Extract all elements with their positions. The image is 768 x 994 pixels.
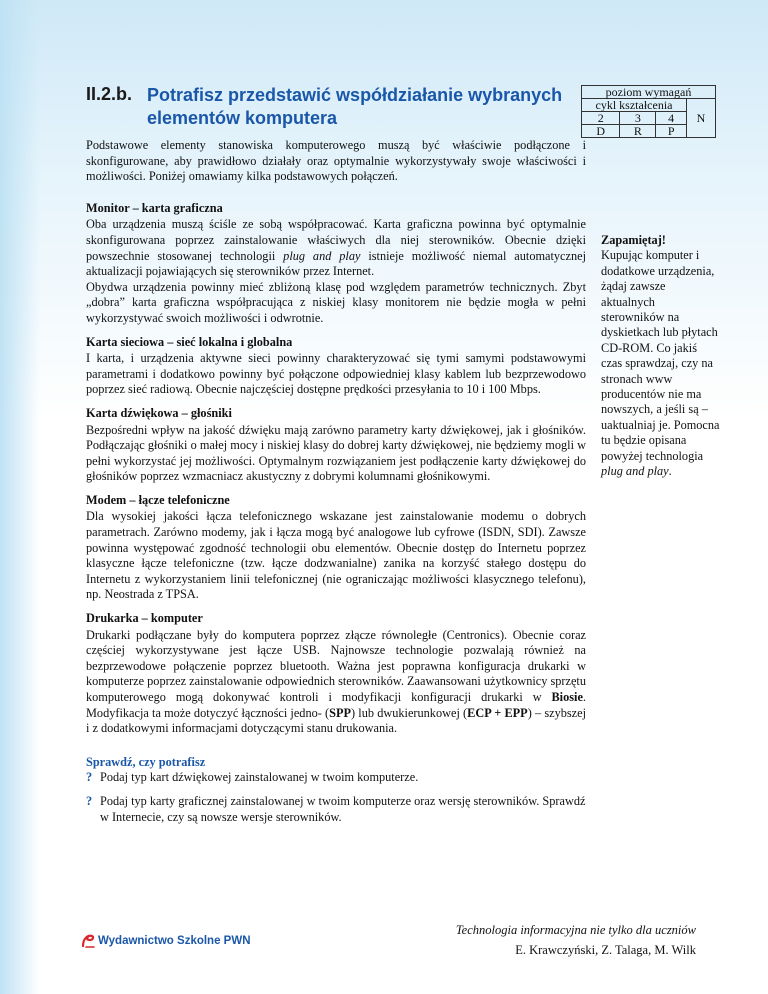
section-title: Potrafisz przedstawić współdziałanie wybranych elementów komputera xyxy=(147,85,563,128)
sound-paragraph: Bezpośredni wpływ na jakość dźwięku mają zarówno parametry karty dźwiękowej, jak i głośników. Podłączając głośniki o małej mocy i niskiej klasy do dobrej karty dźwiękowej, nie będziemy mogli w pełni wykorzystać jej możliwości. Optymalnym rozwiązaniem jest podłączenie karty dźwiękowej do głośników poprzez wzmacniacz akustyczny z dobrymi kolumnami głośnikowymi. xyxy=(86,422,586,484)
publisher-footer xyxy=(80,933,251,949)
level-num: 2 xyxy=(582,112,620,125)
modem-paragraph: Dla wysokiej jakości łącza telefonicznego wskazane jest zainstalowanie modemu o dobrych parametrach. Zarówno modemy, jak i łącza mogą być analogowe lub cyfrowe (ISDN, SDI). Zawsze powinna występować zgodność technologii obu elementów. Obecnie dostęp do Internetu poprzez klasyczne łącze telefoniczne (tzw. łącze dodzwanialne) zanika na korzyść stałego dostępu do Internetu z wykorzystaniem linii telefonicznej (nie ograniczając możliwości klasycznego telefonu), np. Neostrada z TPSA. xyxy=(86,509,586,602)
book-authors: E. Krawczyński, Z. Talaga, M. Wilk xyxy=(515,943,696,957)
section-number: II.2.b. xyxy=(86,84,133,104)
monitor-heading: Monitor – karta graficzna xyxy=(86,200,223,215)
book-title: Technologia informacyjna nie tylko dla uczniów xyxy=(455,923,696,937)
printer-text: ) lub dwukierunkowej ( xyxy=(351,705,468,720)
pwn-logo-icon xyxy=(80,933,96,949)
printer-text: ) – szybszej i z dodatkowymi informacjami dotyczącymi stanu drukowania. xyxy=(86,705,586,736)
requirements-level-table xyxy=(581,85,716,138)
level-num: 3 xyxy=(620,112,656,125)
monitor-paragraph-1 xyxy=(86,217,586,279)
question-mark-icon: ? xyxy=(86,793,93,808)
level-header: poziom wymagań xyxy=(582,86,716,99)
monitor-paragraph-2: Obydwa urządzenia powinny mieć zbliżoną klasę pod względem parametrów technicznych. Zbyt „dobra” karta graficzna współpracująca z niskiej klasy monitorem nie będzie mogła w pełni wykorzystywać swoich możliwości i odwrotnie. xyxy=(86,279,586,325)
modem-heading: Modem – łącze telefoniczne xyxy=(86,492,230,507)
plug-and-play-term: plug and play xyxy=(601,464,669,479)
question-item xyxy=(86,794,586,825)
level-num: 4 xyxy=(656,112,687,125)
intro-paragraph: Podstawowe elementy stanowiska komputerowego muszą być właściwie podłączone i skonfigurowane, aby prawidłowo działały oraz optymalnie wykorzystywały swoje właściwości i możliwości. Poniżej omawiamy kilka podstawowych połączeń. xyxy=(86,138,586,184)
book-credits xyxy=(456,920,696,960)
main-content xyxy=(86,138,586,833)
question-text: Podaj typ karty graficznej zainstalowanej w twoim komputerze oraz wersję sterowników. Sprawdź w Internecie, czy są nowsze wersje sterowników. xyxy=(100,793,586,824)
monitor-text: istnieje możliwość niemal automatycznej aktualizacji pojawiających się sterowników przez Internet. xyxy=(86,248,586,279)
network-heading: Karta sieciowa – sieć lokalna i globalna xyxy=(86,334,293,349)
sound-heading: Karta dźwiękowa – głośniki xyxy=(86,405,232,420)
bios-term: Biosie xyxy=(551,690,583,704)
remember-text xyxy=(601,248,721,479)
printer-paragraph xyxy=(86,628,586,737)
printer-text: . Modyfikacja ta może dotyczyć łączności jedno- ( xyxy=(86,690,586,720)
spp-term: SPP xyxy=(329,705,352,720)
printer-heading: Drukarka – komputer xyxy=(86,611,203,626)
level-n: N xyxy=(687,99,716,138)
check-yourself-heading: Sprawdź, czy potrafisz xyxy=(86,754,206,769)
remember-sidebar xyxy=(601,233,721,480)
network-paragraph: I karta, i urządzenia aktywne sieci powinny charakteryzować się tymi samymi podstawowymi parametrami i dodatkowo powinny być połączone odpowiedniej klasy kablem lub bezprzewodowo poprzez sieć radiową. Obecnie najczęściej dostępne prędkości przesyłania to 10 i 100 Mbps. xyxy=(86,351,586,397)
ecp-epp-term: ECP + EPP xyxy=(467,705,528,720)
question-item xyxy=(86,770,586,786)
page-background-gradient xyxy=(0,0,40,994)
publisher-name: Wydawnictwo Szkolne PWN xyxy=(98,935,251,947)
cycle-label: cykl kształcenia xyxy=(582,99,687,112)
remember-heading: Zapamiętaj! xyxy=(601,233,666,247)
remember-body: . xyxy=(668,464,672,479)
question-text: Podaj typ kart dźwiękowej zainstalowanej w twoim komputerze. xyxy=(100,770,419,785)
level-letter: R xyxy=(620,125,656,138)
printer-text: Drukarki podłączane były do komputera poprzez złącze równoległe (Centronics). Obecnie coraz częściej wykorzystywane jest łącze USB. Najnowsze technologie pozwalają również na bezprzewodowe połączenie poprzez bluetooth. Ważna jest poprawna konfiguracja drukarki w komputerze poprzez zainstalowanie odpowiednich sterowników. Zaawansowani użytkownicy sprzętu komputerowego mogą dokonywać kontroli i modyfikacji konfiguracji drukarki w xyxy=(86,627,586,704)
level-letter: P xyxy=(656,125,687,138)
level-letter: D xyxy=(582,125,620,138)
plug-and-play-term: plug and play xyxy=(283,248,361,263)
question-mark-icon: ? xyxy=(86,770,93,785)
remember-body: Kupując komputer i dodatkowe urządzenia, żądaj zawsze aktualnych sterowników na dyskietkach lub płytach CD-ROM. Co jakiś czas sprawdzaj, czy na stronach www producentów nie ma nowszych, a jeśli są – uaktualniaj je. Pomocna tu będzie opisana powyżej technologia xyxy=(601,248,720,463)
monitor-text: Oba urządzenia muszą ściśle ze sobą współpracować. Karta graficzna powinna być optymalnie skonfigurowana poprzez zainstalowanie właściwych dla niej sterowników. Obecnie dzięki powszechnie stosowanej technologii xyxy=(86,217,586,263)
